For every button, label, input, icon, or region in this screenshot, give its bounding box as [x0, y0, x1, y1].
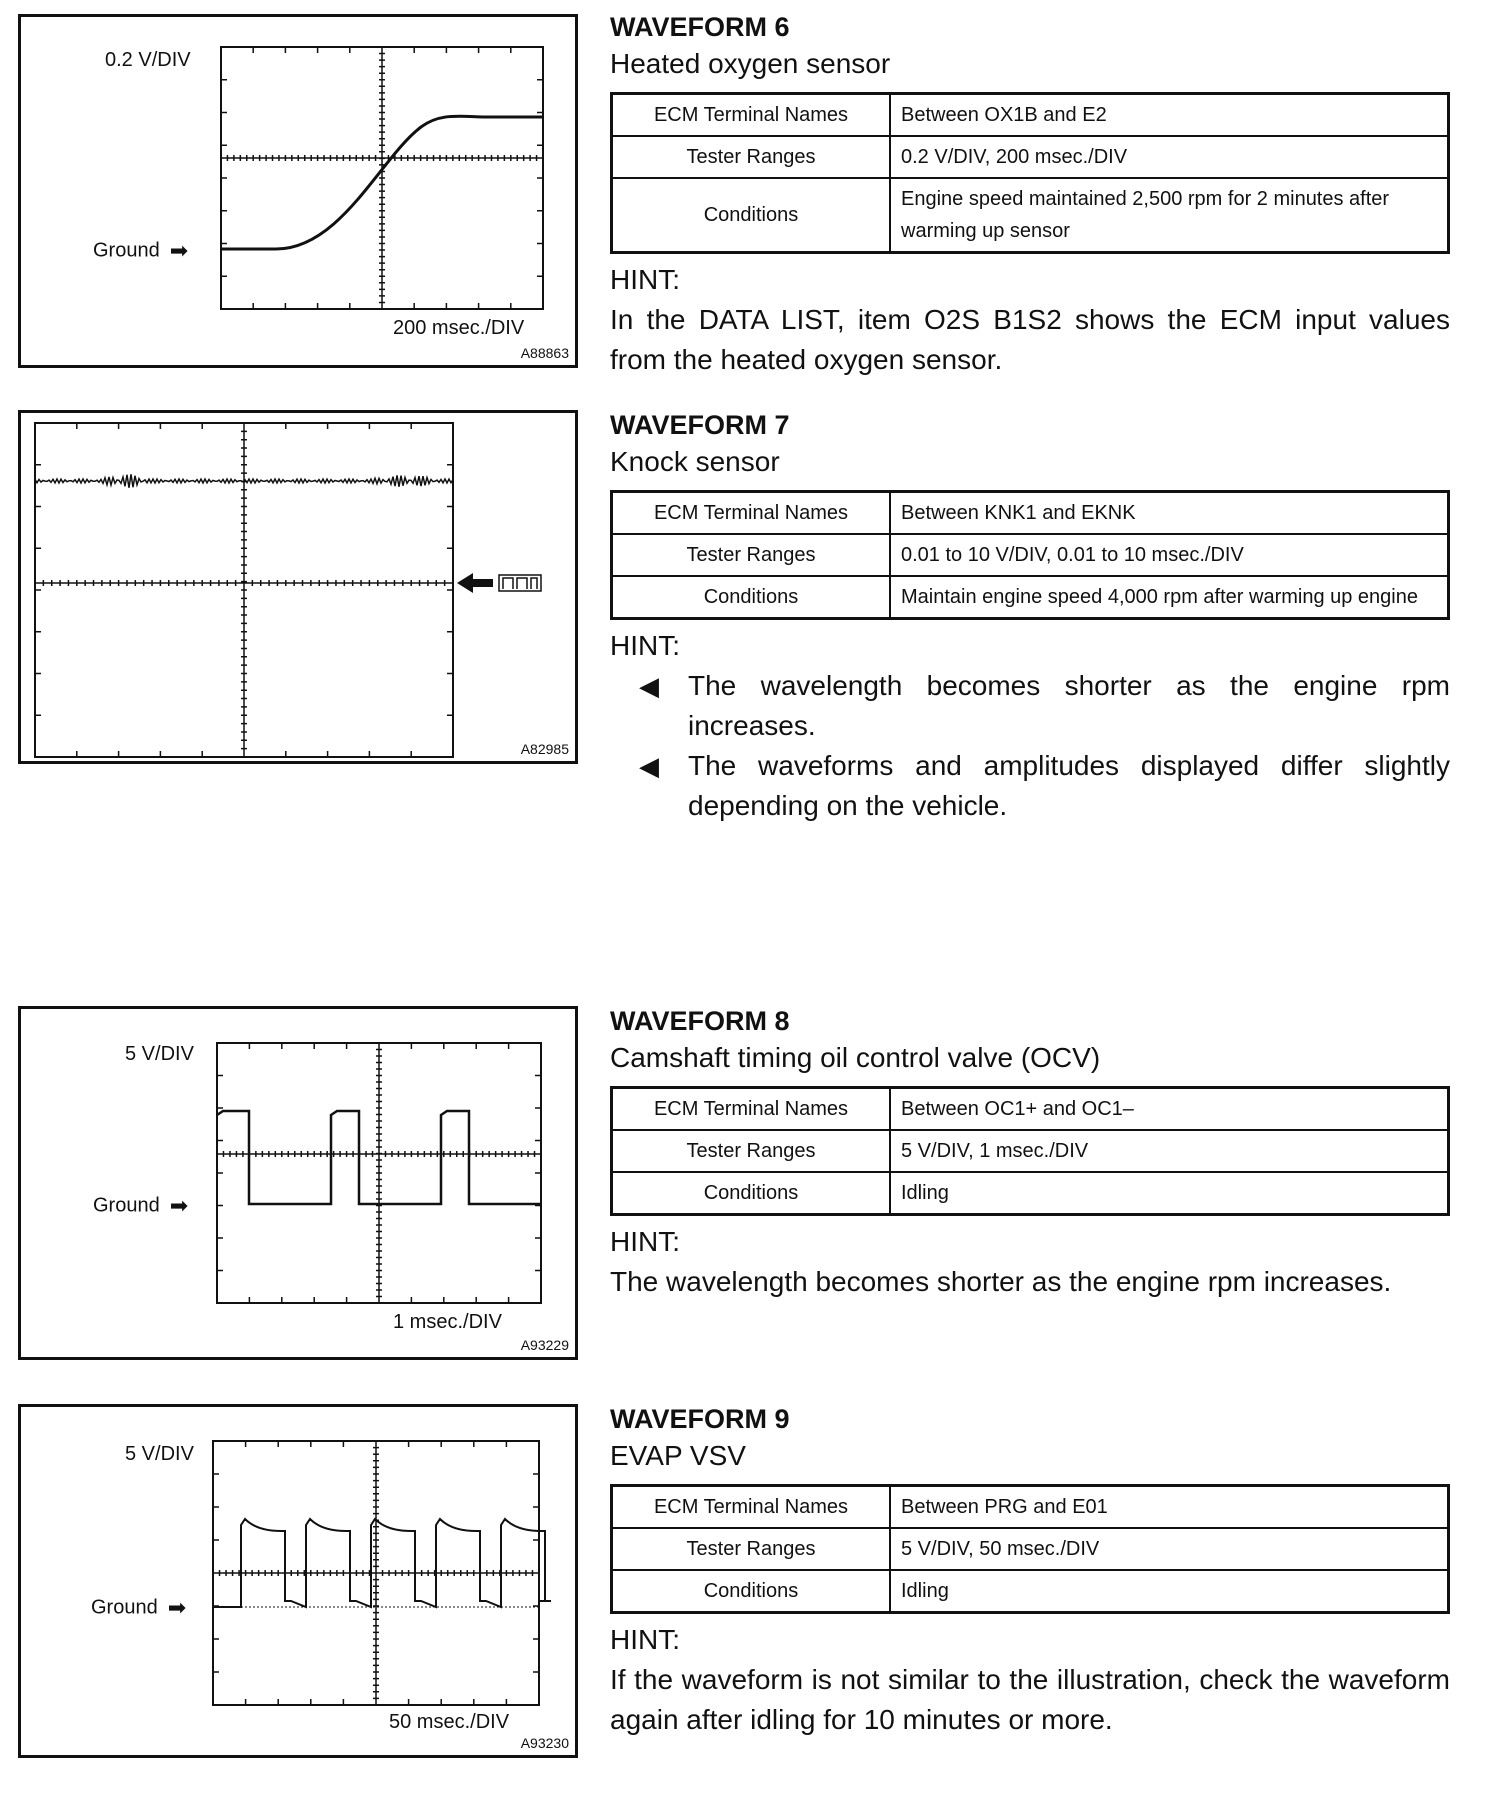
waveform-7-scope [21, 413, 581, 767]
waveform-6-spec-table [610, 92, 1450, 254]
g9-graticule [213, 1441, 539, 1705]
ground-text: Ground [91, 1596, 158, 1619]
conditions-label: Conditions [612, 1172, 891, 1215]
table-row [612, 1528, 1449, 1570]
waveform-8-scope [21, 1009, 581, 1363]
waveform-7-section [610, 408, 1450, 826]
tester-label: Tester Ranges [612, 1528, 891, 1570]
arrow-right-icon: ➡ [169, 238, 189, 263]
waveform-7-spec-table [610, 490, 1450, 620]
waveform-9-spec-table [610, 1484, 1450, 1614]
waveform-7-title: WAVEFORM 7 [610, 410, 790, 440]
list-item [610, 666, 1450, 746]
waveform-8-section [610, 1004, 1450, 1302]
conditions-label: Conditions [612, 576, 891, 619]
waveform-6-ground-label [93, 238, 188, 264]
waveform-7-subtitle: Knock sensor [610, 446, 780, 477]
table-row [612, 94, 1449, 137]
waveform-8-title: WAVEFORM 8 [610, 1006, 790, 1036]
hint-label: HINT: [610, 264, 680, 295]
ecm-label: ECM Terminal Names [612, 492, 891, 535]
waveform-9-section [610, 1402, 1450, 1740]
hint-label: HINT: [610, 1624, 680, 1655]
conditions-label: Conditions [612, 1570, 891, 1613]
waveform-8-spec-table [610, 1086, 1450, 1216]
waveform-6-figure [18, 14, 578, 368]
ground-symbol-icon [499, 575, 541, 591]
waveform-6-subtitle: Heated oxygen sensor [610, 48, 891, 79]
hint-label: HINT: [610, 630, 680, 661]
conditions-value: Engine speed maintained 2,500 rpm for 2 minutes after warming up sensor [890, 178, 1449, 253]
waveform-8-tdiv: 1 msec./DIV [393, 1311, 502, 1333]
waveform-9-subtitle: EVAP VSV [610, 1440, 746, 1471]
waveform-6-figure-code: A88863 [520, 345, 569, 361]
arrow-right-icon: ➡ [169, 1193, 189, 1218]
table-row [612, 1570, 1449, 1613]
conditions-label: Conditions [612, 178, 891, 253]
ecm-label: ECM Terminal Names [612, 1088, 891, 1131]
waveform-9-scope [21, 1407, 581, 1761]
waveform-7-hint-2: The waveforms and amplitudes displayed differ slightly depending on the vehicle. [688, 750, 1450, 821]
hint-label: HINT: [610, 1226, 680, 1257]
waveform-8-figure [18, 1006, 578, 1360]
waveform-6-section [610, 10, 1450, 380]
waveform-6-title: WAVEFORM 6 [610, 12, 790, 42]
tester-value: 0.01 to 10 V/DIV, 0.01 to 10 msec./DIV [890, 534, 1449, 576]
g7-graticule [35, 423, 453, 757]
tester-value: 5 V/DIV, 1 msec./DIV [890, 1130, 1449, 1172]
waveform-9-trace [213, 1519, 551, 1607]
table-row [612, 534, 1449, 576]
ecm-label: ECM Terminal Names [612, 1486, 891, 1529]
g8-graticule [217, 1043, 541, 1303]
waveform-8-hint: The wavelength becomes shorter as the engine rpm increases. [610, 1266, 1392, 1297]
waveform-9-title: WAVEFORM 9 [610, 1404, 790, 1434]
conditions-value: Maintain engine speed 4,000 rpm after warming up engine [890, 576, 1449, 619]
table-row [612, 178, 1449, 253]
ecm-label: ECM Terminal Names [612, 94, 891, 137]
ground-text: Ground [93, 239, 160, 262]
reference-arrow-icon [457, 573, 493, 593]
ecm-value: Between OX1B and E2 [890, 94, 1449, 137]
tester-label: Tester Ranges [612, 1130, 891, 1172]
waveform-9-figure [18, 1404, 578, 1758]
g6-graticule [221, 47, 543, 309]
waveform-7-figure-code: A82985 [520, 741, 569, 757]
table-row [612, 1088, 1449, 1131]
waveform-6-tdiv: 200 msec./DIV [393, 317, 525, 339]
table-row [612, 1172, 1449, 1215]
ecm-value: Between KNK1 and EKNK [890, 492, 1449, 535]
waveform-9-vdiv: 5 V/DIV [125, 1443, 194, 1465]
conditions-value: Idling [890, 1570, 1449, 1613]
conditions-value: Idling [890, 1172, 1449, 1215]
waveform-9-figure-code: A93230 [520, 1735, 569, 1751]
waveform-6-hint: In the DATA LIST, item O2S B1S2 shows the ECM input values from the heated oxygen sensor. [610, 304, 1450, 375]
waveform-7-hint-1: The wavelength becomes shorter as the engine rpm increases. [688, 670, 1450, 741]
tester-label: Tester Ranges [612, 136, 891, 178]
waveform-8-ground-label [93, 1193, 188, 1219]
arrow-right-icon: ➡ [167, 1595, 187, 1620]
waveform-8-subtitle: Camshaft timing oil control valve (OCV) [610, 1042, 1101, 1073]
bullet-triangle-icon: ◀ [639, 751, 659, 781]
ecm-value: Between OC1+ and OC1– [890, 1088, 1449, 1131]
table-row [612, 576, 1449, 619]
ground-text: Ground [93, 1194, 160, 1217]
table-row [612, 1486, 1449, 1529]
table-row [612, 1130, 1449, 1172]
waveform-7-figure [18, 410, 578, 764]
ecm-value: Between PRG and E01 [890, 1486, 1449, 1529]
waveform-8-vdiv: 5 V/DIV [125, 1043, 194, 1065]
waveform-9-ground-label [91, 1595, 186, 1621]
waveform-8-figure-code: A93229 [520, 1337, 569, 1353]
tester-value: 0.2 V/DIV, 200 msec./DIV [890, 136, 1449, 178]
tester-value: 5 V/DIV, 50 msec./DIV [890, 1528, 1449, 1570]
table-row [612, 492, 1449, 535]
waveform-9-hint: If the waveform is not similar to the illustration, check the waveform again after idling for 10 minutes or more. [610, 1664, 1450, 1735]
bullet-triangle-icon: ◀ [639, 671, 659, 701]
table-row [612, 136, 1449, 178]
tester-label: Tester Ranges [612, 534, 891, 576]
waveform-6-vdiv: 0.2 V/DIV [105, 49, 191, 71]
list-item [610, 746, 1450, 826]
waveform-9-tdiv: 50 msec./DIV [389, 1711, 510, 1733]
